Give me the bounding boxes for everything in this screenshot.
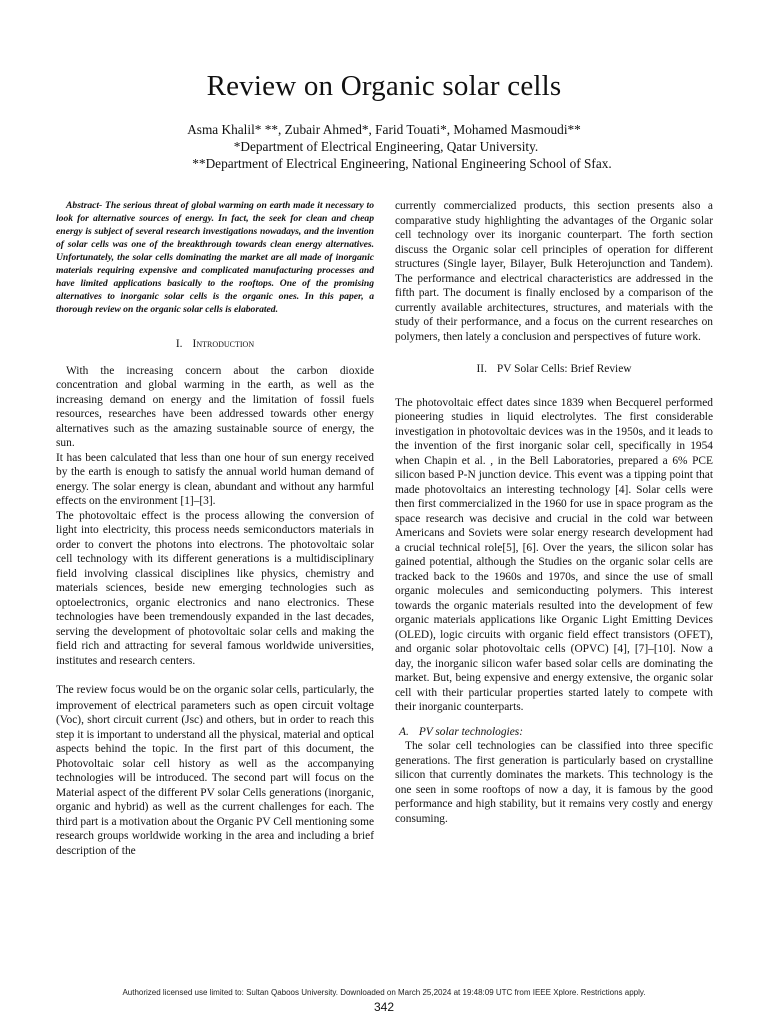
- intro-paragraph-1: With the increasing concern about the carbon dioxide concentration and global warming in the earth, as well as the increasing demand on energy and the limitation of fossil fuels resources, researches have been addressed towards other energy alternatives such as the amazing sustainable source of energy, the sun.: [56, 364, 374, 449]
- right-column: [395, 199, 713, 826]
- intro-paragraph-4-rest: (Voc), short circuit current (Jsc) and others, but in order to reach this step it is important to understand all the physical, material and optical aspects behind the topic. In the first part of this document, the Photovoltaic solar cell history as well as the accompanying technologies will be introduced. The second part will focus on the Material aspect of the different PV solar Cells generations (inorganic, organic and hybrid) as well as the current challenges for each. The third part is a motivation about the Organic PV Cell mentioning some research groups worldwide working in the area and including a brief description of the: [56, 714, 374, 857]
- review-paragraph-1: The photovoltaic effect dates since 1839 when Becquerel performed pioneering studies in liquid electrolytes. The first considerable investigation in photovoltaic devices was in the 1950s, and it leads to the invention of the first inorganic solar cell, specifically in 1954 when Chapin et al. , in the Bell Laboratories, prepared a 6% PCE silicon based P-N junction device. This event was a tipping point that made photovoltaics an interesting technology [4]. Solar cells were then first commercialized in the 1960 for use in space program as the space research was decisive and crucial in the cold war between Americans and Soviets were solar energy research development had a crucial technical role[5], [6]. Over the years, the silicon solar has gained potential, although the Studies on the organic solar cells are tracked back to the 1960s and 1970s, and since the use of small organic molecules and semiconducting polymers. This interest towards the organic materials resulted into the development of few organic materials applications like Organic Light Emitting Devices (OLED), logic circuits with organic field effect transistors (OFET), and organic solar photovoltaic cells (OPVC) [4], [7]–[10]. Now a day, the inorganic silicon wafer based solar cells are dominating the market. But, being expensive and energy extensive, the organic solar cell with their particular properties started lately to compete with their inorganic counterparts.: [395, 396, 713, 713]
- intro-paragraph-4: [56, 683, 374, 858]
- page-number: 342: [373, 1000, 395, 1014]
- subsection-title: PV solar technologies:: [418, 725, 524, 738]
- section-title: PV Solar Cells: Brief Review: [496, 363, 632, 375]
- affiliation-1: *Department of Electrical Engineering, Qatar University.: [233, 139, 539, 154]
- intro-paragraph-3: The photovoltaic effect is the process allowing the conversion of light into electricity, this process needs semiconductors materials in order to convert the photons into electrons. The photovoltaic solar cell technology with its different generations is a multidisciplinary field involving classical disciplines like physics, chemistry and materials sciences, beside new emerging technologies such as optoelectronics, organic electronics and nano electronics. These technologies have been tremendously expanded in the last decades, serving the development of photovoltaic solar cells and making the field rich and attracting for several famous worldwide universities, institutes and research centers.: [56, 509, 374, 667]
- subsection-heading-pv-technologies: [395, 725, 713, 740]
- section-title: Introduction: [192, 338, 255, 350]
- author-list: Asma Khalil* **, Zubair Ahmed*, Farid Touati*, Mohamed Masmoudi**: [187, 122, 581, 137]
- section-number: II.: [476, 363, 487, 375]
- abstract: Abstract- The serious threat of global warming on earth made it necessary to look for alternative sources of energy. In fact, the seek for clean and cheap energy is subject of several research investigations nowadays, and the invention of solar cells was one of the breakthrough towards clean energy alternatives. Unfortunately, the solar cells dominating the market are all made of inorganic materials requiring expensive and complicated manufacturing processes and have limited applications basically to the rooftops. One of the promising alternatives to inorganic solar cells is the organic ones. In this paper, a thorough review on the organic solar cells is elaborated.: [56, 200, 374, 315]
- technologies-paragraph-1: The solar cell technologies can be classified into three specific generations. The first generation is particularly based on crystalline silicon that currently dominates the markets. This technology is the one seen in some rooftops of now a day, it is famous by the good performance and high stability, but it remains very costly and energy consuming.: [395, 740, 713, 825]
- section-heading-pv-review: [395, 362, 713, 377]
- paper-title: Review on Organic solar cells: [206, 70, 562, 102]
- intro-paragraph-2: It has been calculated that less than one hour of sun energy received by the earth is enough to satisfy the annual world human demand of energy. The solar energy is clean, abundant and without any harmful effects on the environment [1]–[3].: [56, 451, 374, 507]
- intro-paragraph-4-term: open circuit voltage: [273, 697, 374, 712]
- intro-paragraph-5: currently commercialized products, this section presents also a comparative study highlighting the advantages of the Organic solar cell technology over its inorganic counterpart. The forth section discuss the Organic solar cell principles of operation for different structures (Single layer, Bilayer, Bulk Heterojunction and Tandem). The performance and electrical characteristics are addressed in the fifth part. The document is finally enclosed by a comparison of the currently available architectures, structures, and materials with the study of their performance, and a focus on the current researches on polymers, then lately a conclusion and perspectives of future work.: [395, 200, 713, 343]
- intro-paragraph-4-start: The review focus would be on the organic solar cells, particularly, the improvement of electrical parameters such as: [56, 684, 374, 712]
- license-footer: Authorized licensed use limited to: Sultan Qaboos University. Downloaded on March 25,2024 at 19:48:09 UTC from IEEE Xplore. Restrictions apply.: [122, 988, 646, 997]
- author-block: [0, 121, 768, 172]
- affiliation-2: **Department of Electrical Engineering, National Engineering School of Sfax.: [192, 156, 612, 171]
- subsection-number: A.: [399, 725, 409, 738]
- left-column: [56, 199, 374, 858]
- section-number: I.: [175, 338, 183, 350]
- section-heading-introduction: [56, 337, 374, 352]
